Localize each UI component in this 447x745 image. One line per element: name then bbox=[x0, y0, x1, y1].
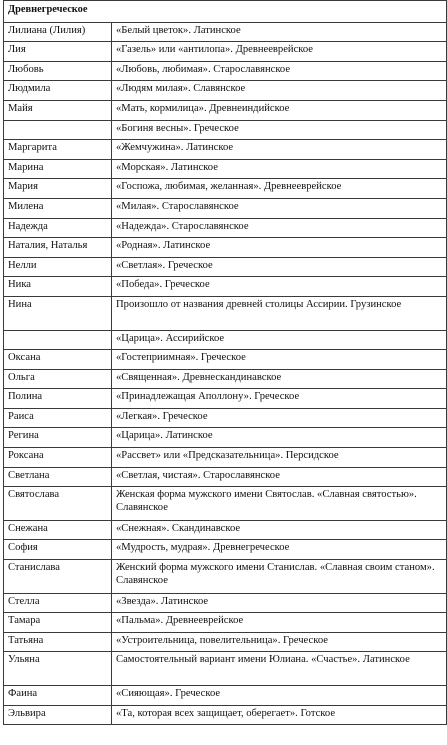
table-row bbox=[4, 100, 447, 120]
name-cell: Ульяна bbox=[4, 652, 112, 686]
name-cell: Надежда bbox=[4, 218, 112, 238]
name-cell: Маргарита bbox=[4, 140, 112, 160]
name-cell: Милена bbox=[4, 198, 112, 218]
name-cell: Лия bbox=[4, 42, 112, 62]
meaning-cell: Женская форма мужского имени Святослав. «Славная святостью». Славянское bbox=[112, 487, 447, 521]
meaning-cell: «Снежная». Скандинавское bbox=[112, 520, 447, 540]
name-cell: Нина bbox=[4, 296, 112, 330]
meaning-cell: «Богиня весны». Греческое bbox=[112, 120, 447, 140]
table-row bbox=[4, 61, 447, 81]
table-row bbox=[4, 257, 447, 277]
table-row bbox=[4, 487, 447, 521]
name-cell: Стелла bbox=[4, 593, 112, 613]
meaning-cell: Произошло от названия древней столицы Ассирии. Грузинское bbox=[112, 296, 447, 330]
table-row bbox=[4, 613, 447, 633]
table-row bbox=[4, 560, 447, 594]
table-row bbox=[4, 428, 447, 448]
name-cell: Святослава bbox=[4, 487, 112, 521]
name-cell: Фаина bbox=[4, 686, 112, 706]
name-cell: Раиса bbox=[4, 408, 112, 428]
table-row bbox=[4, 467, 447, 487]
table-row bbox=[4, 408, 447, 428]
table-row bbox=[4, 198, 447, 218]
name-cell: Эльвира bbox=[4, 705, 112, 725]
meaning-cell: «Устроительница, повелительница». Греческое bbox=[112, 632, 447, 652]
name-cell: Ольга bbox=[4, 369, 112, 389]
name-cell: Нелли bbox=[4, 257, 112, 277]
table-row bbox=[4, 120, 447, 140]
meaning-cell: «Жемчужина». Латинское bbox=[112, 140, 447, 160]
table-row bbox=[4, 652, 447, 686]
meaning-cell: «Родная». Латинское bbox=[112, 238, 447, 258]
table-row bbox=[4, 22, 447, 42]
meaning-cell: «Легкая». Греческое bbox=[112, 408, 447, 428]
table-row bbox=[4, 593, 447, 613]
meaning-cell: «Та, которая всех защищает, оберегает». Готское bbox=[112, 705, 447, 725]
table-row bbox=[4, 159, 447, 179]
table-row bbox=[4, 520, 447, 540]
meaning-cell: «Царица». Латинское bbox=[112, 428, 447, 448]
meaning-cell: «Белый цветок». Латинское bbox=[112, 22, 447, 42]
name-cell: Станислава bbox=[4, 560, 112, 594]
table-row bbox=[4, 632, 447, 652]
name-cell bbox=[4, 330, 112, 350]
table-row bbox=[4, 389, 447, 409]
meaning-cell: «Людям милая». Славянское bbox=[112, 81, 447, 101]
meaning-cell: «Светлая, чистая». Старославянское bbox=[112, 467, 447, 487]
name-cell: Майя bbox=[4, 100, 112, 120]
names-table bbox=[3, 0, 447, 725]
meaning-cell: «Госпожа, любимая, желанная». Древнееврейское bbox=[112, 179, 447, 199]
meaning-cell: Женский форма мужского имени Станислав. «Славная своим станом». Славянское bbox=[112, 560, 447, 594]
name-cell: Оксана bbox=[4, 350, 112, 370]
table-row bbox=[4, 81, 447, 101]
table-header-cell: Древнегреческое bbox=[4, 1, 447, 23]
meaning-cell: Самостоятельный вариант имени Юлиана. «Счастье». Латинское bbox=[112, 652, 447, 686]
name-cell: Людмила bbox=[4, 81, 112, 101]
name-cell: Регина bbox=[4, 428, 112, 448]
name-cell: Мария bbox=[4, 179, 112, 199]
table-row bbox=[4, 42, 447, 62]
table-row bbox=[4, 238, 447, 258]
meaning-cell: «Мать, кормилица». Древнеиндийское bbox=[112, 100, 447, 120]
name-cell: Светлана bbox=[4, 467, 112, 487]
meaning-cell: «Сияющая». Греческое bbox=[112, 686, 447, 706]
name-cell: Снежана bbox=[4, 520, 112, 540]
table-row bbox=[4, 686, 447, 706]
table-row bbox=[4, 369, 447, 389]
name-cell: Татьяна bbox=[4, 632, 112, 652]
name-cell: Лилиана (Лилия) bbox=[4, 22, 112, 42]
meaning-cell: «Царица». Ассирийское bbox=[112, 330, 447, 350]
meaning-cell: «Светлая». Греческое bbox=[112, 257, 447, 277]
meaning-cell: «Надежда». Старославянское bbox=[112, 218, 447, 238]
table-row bbox=[4, 330, 447, 350]
name-cell: Тамара bbox=[4, 613, 112, 633]
meaning-cell: «Священная». Древнескандинавское bbox=[112, 369, 447, 389]
meaning-cell: «Любовь, любимая». Старославянское bbox=[112, 61, 447, 81]
meaning-cell: «Рассвет» или «Предсказательница». Персидское bbox=[112, 448, 447, 468]
table-row bbox=[4, 179, 447, 199]
meaning-cell: «Милая». Старославянское bbox=[112, 198, 447, 218]
name-cell: Полина bbox=[4, 389, 112, 409]
table-row bbox=[4, 218, 447, 238]
meaning-cell: «Морская». Латинское bbox=[112, 159, 447, 179]
table-row bbox=[4, 350, 447, 370]
name-cell bbox=[4, 120, 112, 140]
table-row bbox=[4, 540, 447, 560]
meaning-cell: «Звезда». Латинское bbox=[112, 593, 447, 613]
table-header-row bbox=[4, 1, 447, 23]
name-cell: Ника bbox=[4, 277, 112, 297]
table-row bbox=[4, 448, 447, 468]
table-row bbox=[4, 296, 447, 330]
table-row bbox=[4, 140, 447, 160]
meaning-cell: «Мудрость, мудрая». Древнегреческое bbox=[112, 540, 447, 560]
meaning-cell: «Гостеприимная». Греческое bbox=[112, 350, 447, 370]
table-row bbox=[4, 277, 447, 297]
table-row bbox=[4, 705, 447, 725]
names-table-body bbox=[4, 1, 447, 725]
name-cell: Марина bbox=[4, 159, 112, 179]
name-cell: Наталия, Наталья bbox=[4, 238, 112, 258]
meaning-cell: «Пальма». Древнееврейское bbox=[112, 613, 447, 633]
meaning-cell: «Победа». Греческое bbox=[112, 277, 447, 297]
meaning-cell: «Принадлежащая Аполлону». Греческое bbox=[112, 389, 447, 409]
name-cell: София bbox=[4, 540, 112, 560]
name-cell: Любовь bbox=[4, 61, 112, 81]
name-cell: Роксана bbox=[4, 448, 112, 468]
meaning-cell: «Газель» или «антилопа». Древнееврейское bbox=[112, 42, 447, 62]
